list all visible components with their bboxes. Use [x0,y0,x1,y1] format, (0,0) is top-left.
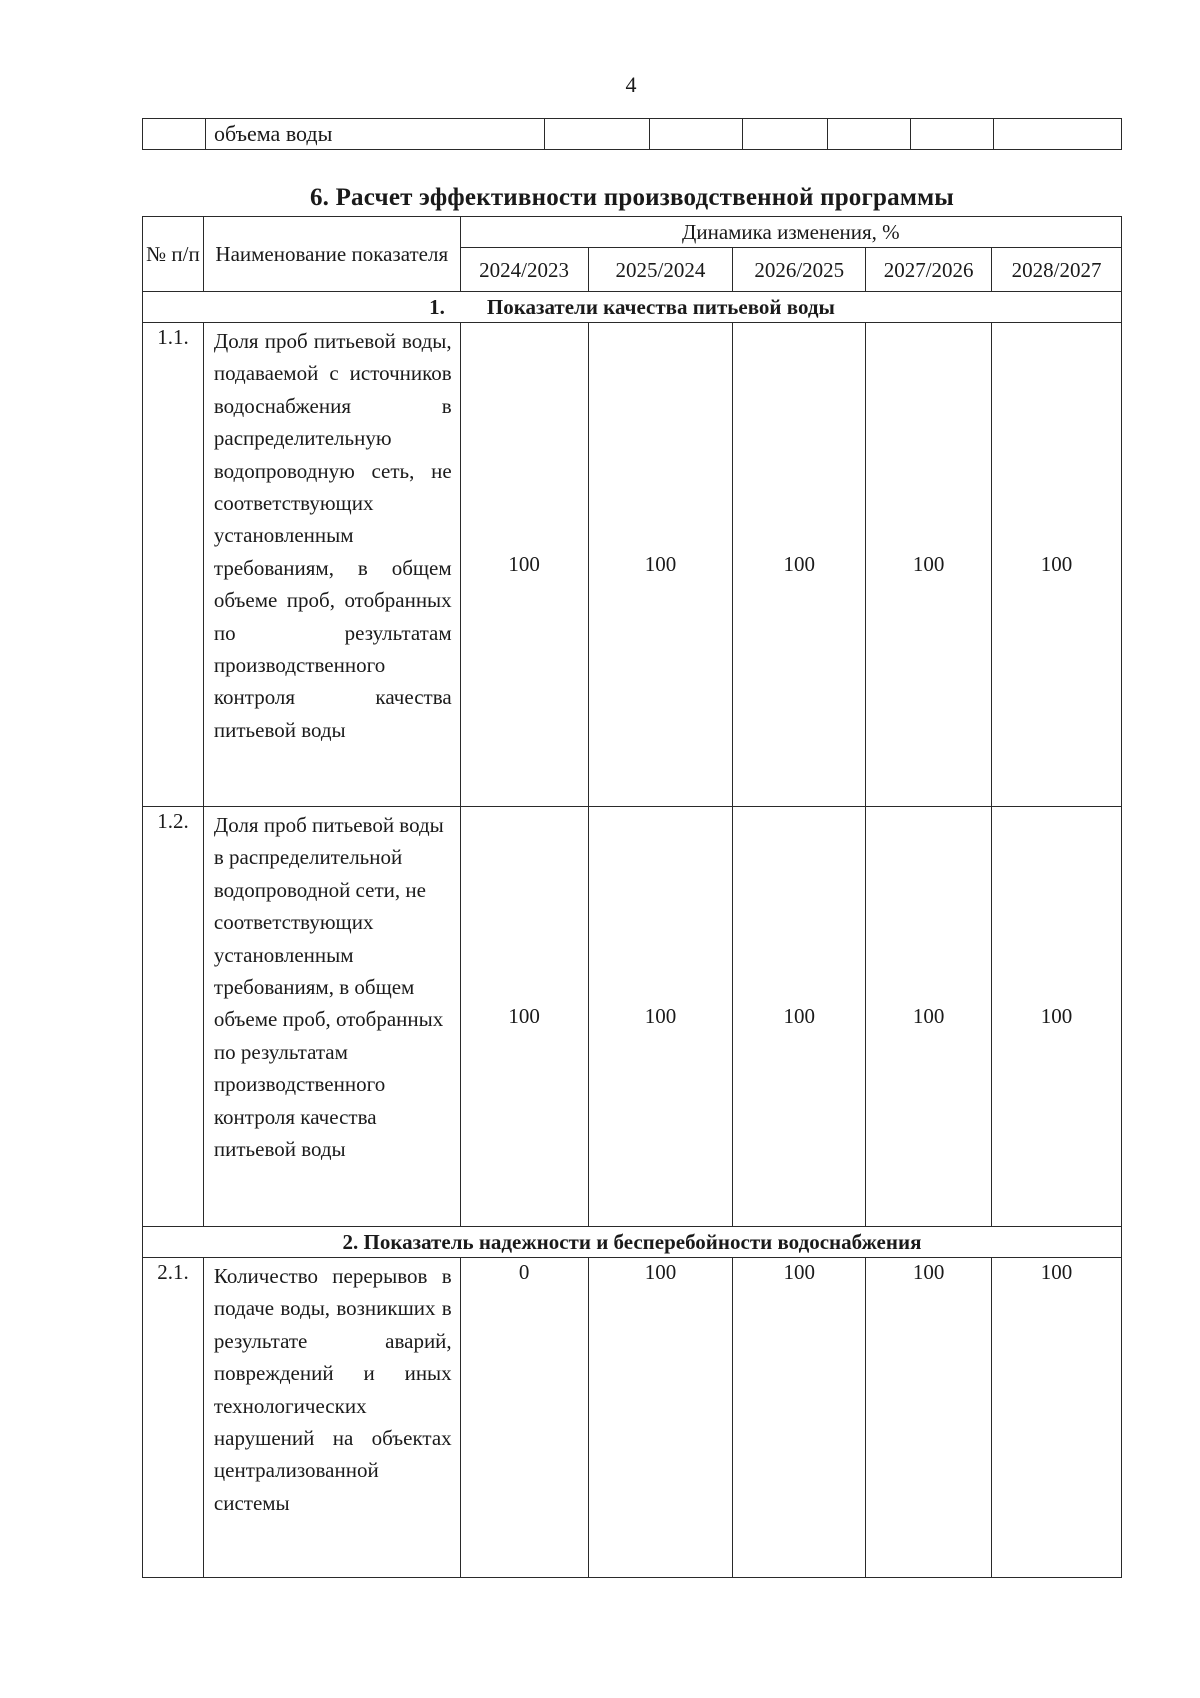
table-cell-name: объема воды [206,119,545,150]
table-cell [828,119,911,150]
table-cell [650,119,743,150]
group-row [143,1227,1122,1258]
header-dynamics: Динамика изменения, % [460,217,1121,248]
table-row [143,323,1122,807]
header-period: 2026/2025 [733,248,866,292]
row-value: 100 [733,807,866,1227]
row-value: 100 [588,1258,733,1578]
header-num: № п/п [143,217,204,292]
table-row [143,807,1122,1227]
table-cell [994,119,1122,150]
section-title: 6. Расчет эффективности производственной программы [309,184,955,211]
row-number: 1.2. [143,807,204,1227]
table-cell [911,119,994,150]
row-name: Доля проб питьевой воды, подаваемой с источников водоснабжения в распределительную водопроводную сеть, не соответствующих установленным требованиям, в общем объеме проб, отобранных по результатам производственного контроля качества питьевой воды [203,323,460,807]
table-cell [743,119,828,150]
page-number: 4 [625,72,637,97]
header-period: 2025/2024 [588,248,733,292]
row-name: Доля проб питьевой воды в распределительной водопроводной сети, не соответствующих установленным требованиям, в общем объеме проб, отобранных по результатам производственного контроля качества питьевой воды [203,807,460,1227]
table-row [143,1258,1122,1578]
group-row [143,292,1122,323]
row-value: 100 [460,807,588,1227]
header-name: Наименование показателя [203,217,460,292]
row-number: 2.1. [143,1258,204,1578]
group-title: 1. Показатели качества питьевой воды [143,292,1122,323]
row-value: 100 [992,1258,1122,1578]
row-value: 100 [733,323,866,807]
table-row [143,119,1122,150]
header-period: 2024/2023 [460,248,588,292]
header-period: 2028/2027 [992,248,1122,292]
row-value: 100 [733,1258,866,1578]
group-title: 2. Показатель надежности и бесперебойности водоснабжения [143,1227,1122,1258]
row-value: 100 [588,807,733,1227]
row-value: 100 [866,807,992,1227]
table-cell [545,119,650,150]
row-value: 100 [992,807,1122,1227]
continuation-table [142,118,1122,150]
row-value: 100 [588,323,733,807]
efficiency-table [142,216,1122,1578]
row-value: 100 [992,323,1122,807]
header-row [143,217,1122,248]
table-cell [143,119,206,150]
header-period: 2027/2026 [866,248,992,292]
row-value: 100 [866,1258,992,1578]
row-value: 0 [460,1258,588,1578]
row-number: 1.1. [143,323,204,807]
row-value: 100 [866,323,992,807]
row-value: 100 [460,323,588,807]
row-name: Количество перерывов в подаче воды, возникших в результате аварий, повреждений и иных технологических нарушений на объектах централизованной системы [203,1258,460,1578]
